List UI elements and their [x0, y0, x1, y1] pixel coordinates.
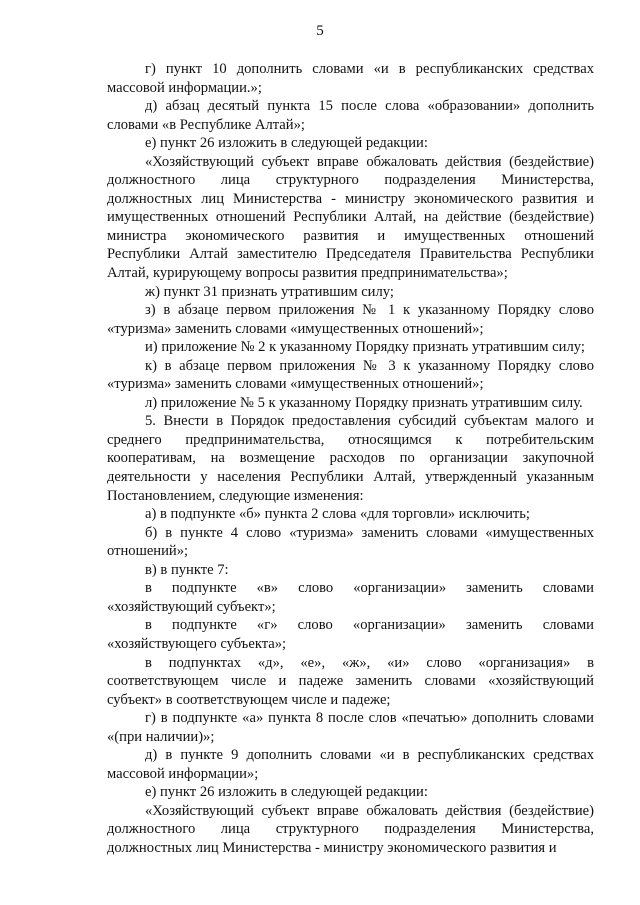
paragraph: в) в пункте 7: — [145, 561, 229, 578]
paragraph: д) в пункте 9 дополнить словами «и в республиканских средствах массовой информации»; — [107, 747, 594, 782]
page-number: 5 — [316, 23, 324, 39]
paragraph: в подпункте «г» слово «организации» заменить словами «хозяйствующего субъекта»; — [107, 617, 594, 652]
paragraph: 5. Внести в Порядок предоставления субсидий субъектам малого и среднего предпринимательства, относящимся к потребительским кооперативам, на возмещение расходов по организации закупочной деятельности у населения Республики Алтай, утвержденный указанным Постановлением, следующие изменения: — [107, 413, 594, 504]
paragraph: г) в подпункте «а» пункта 8 после слов «печатью» дополнить словами «(при наличии)»; — [107, 710, 594, 745]
paragraph: б) в пункте 4 слово «туризма» заменить словами «имущественных отношений»; — [107, 524, 594, 560]
paragraph: л) приложение № 5 к указанному Порядку признать утратившим силу. — [145, 394, 583, 411]
paragraph: е) пункт 26 изложить в следующей редакции: — [145, 784, 428, 801]
paragraph: к) в абзаце первом приложения № 3 к указанному Порядку слово «туризма» заменить словами «имущественных отношений»; — [107, 357, 594, 393]
paragraph: «Хозяйствующий субъект вправе обжаловать действия (бездействие) должностного лица структурного подразделения Министерства, должностных лиц Министерства - министру экономического развития и — [107, 802, 594, 856]
paragraph: д) абзац десятый пункта 15 после слова «образовании» дополнить словами «в Республике Алтай»; — [107, 98, 594, 133]
paragraph: з) в абзаце первом приложения № 1 к указанному Порядку слово «туризма» заменить словами «имущественных отношений»; — [107, 302, 594, 337]
paragraph: «Хозяйствующий субъект вправе обжаловать действия (бездействие) должностного лица структурного подразделения Министерства, должностных лиц Министерства - министру экономического развития и имущественных отношений Республики Алтай, на действие (бездействие) министра экономического развития и имущественных отношений Республики Алтай заместителю Председателя Правительства Республики Алтай, курирующему вопросы развития предпринимательства»; — [107, 153, 594, 282]
paragraph: а) в подпункте «б» пункта 2 слова «для торговли» исключить; — [145, 506, 530, 523]
paragraph: е) пункт 26 изложить в следующей редакции: — [145, 135, 428, 152]
paragraph: ж) пункт 31 признать утратившим силу; — [145, 283, 394, 300]
paragraph: и) приложение № 2 к указанному Порядку признать утратившим силу; — [145, 339, 585, 356]
document-body — [107, 60, 594, 858]
paragraph: в подпункте «в» слово «организации» заменить словами «хозяйствующий субъект»; — [107, 580, 594, 615]
paragraph: в подпунктах «д», «е», «ж», «и» слово «организация» в соответствующем числе и падеже заменить словами «хозяйствующий субъект» в соответствующем числе и падеже; — [107, 654, 594, 708]
paragraph: г) пункт 10 дополнить словами «и в республиканских средствах массовой информации.»; — [107, 61, 594, 96]
